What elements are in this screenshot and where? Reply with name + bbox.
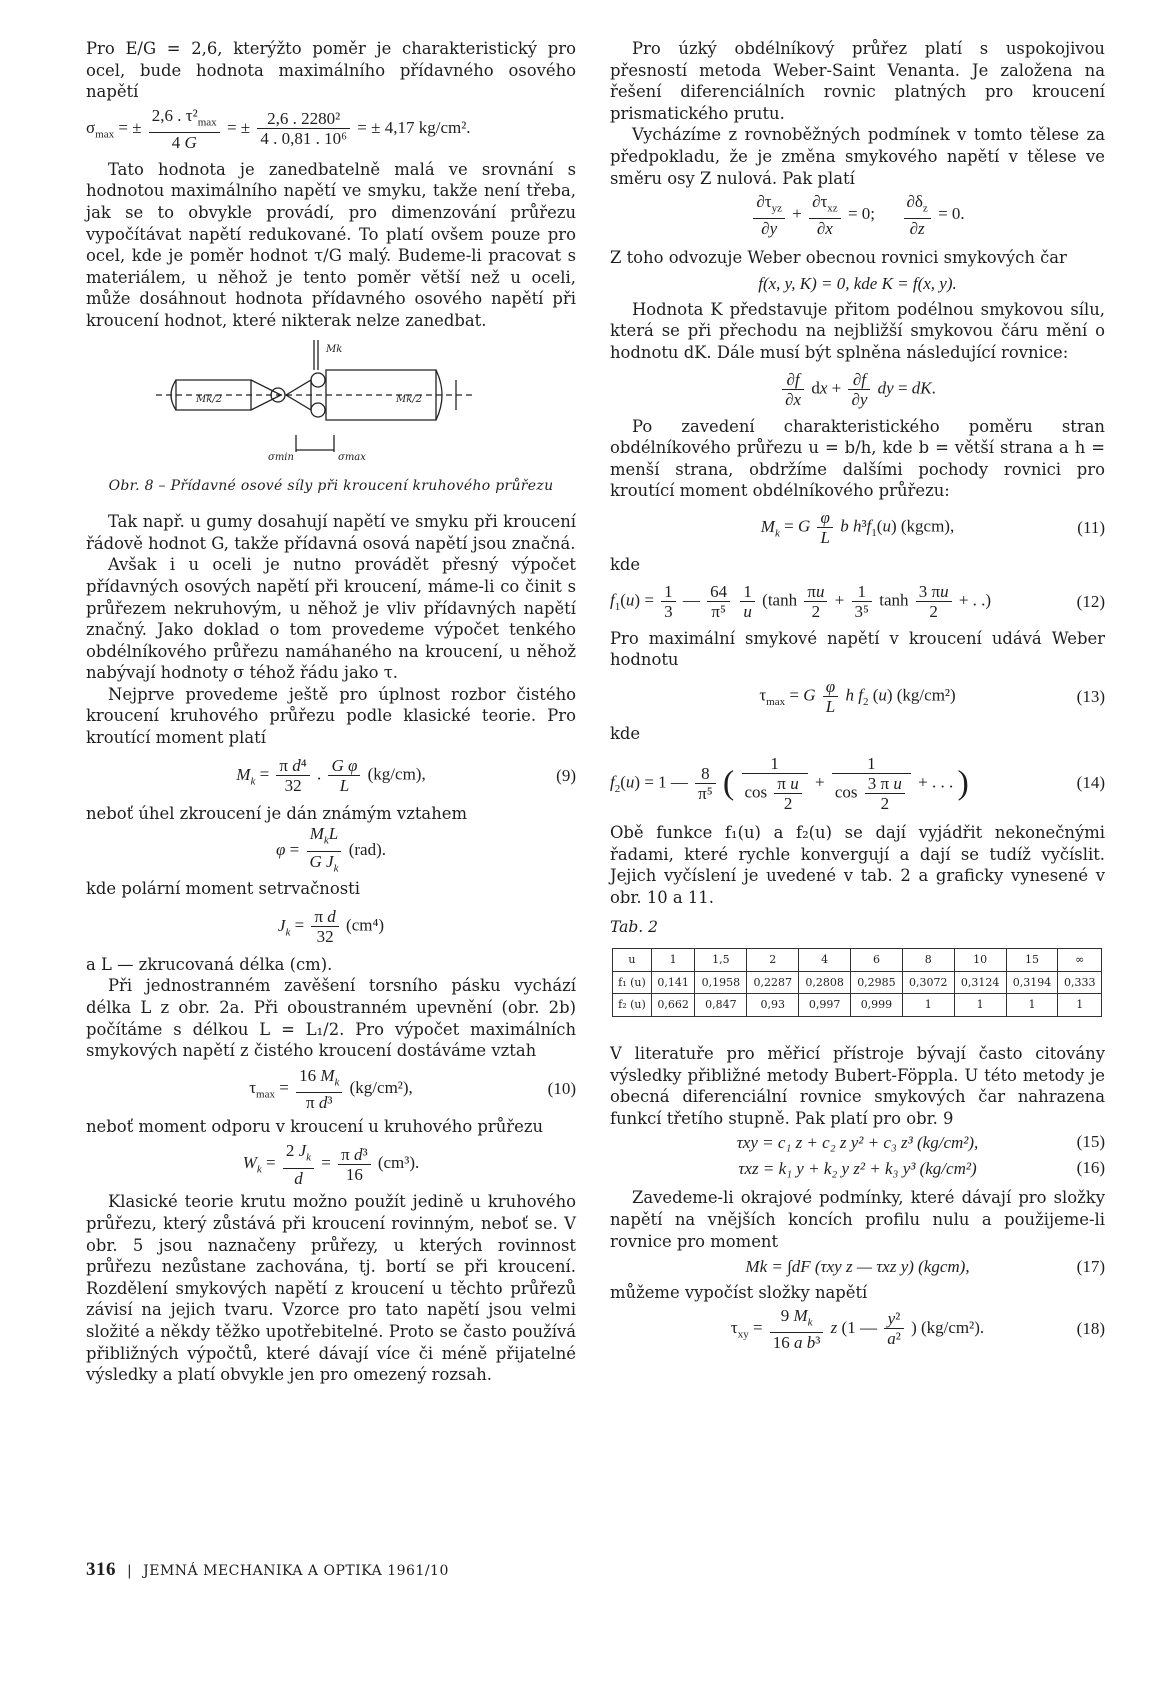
paragraph: Hodnota K představuje přitom podélnou smykovou sílu, která se při přechodu na nejbližší smykovou čáru mění o hodnotu dK. Dále musí být splněna následující rovnice: (610, 299, 1105, 362)
table-cell: 0,3124 (954, 971, 1006, 994)
figure-8 (86, 340, 576, 470)
table-cell: 0,93 (747, 994, 799, 1017)
page-footer: 316 | JEMNÁ MECHANIKA A OPTIKA 1961/10 (86, 1559, 449, 1580)
table-cell: 0,662 (651, 994, 695, 1017)
paragraph: Zavedeme-li okrajové podmínky, které dávají pro složky napětí na vnějších koncích profilu nulu a použijeme-li rovnice pro moment (610, 1188, 1105, 1251)
paragraph: můžeme vypočíst složky napětí (610, 1283, 868, 1303)
paragraph: kde (610, 554, 641, 574)
equation-number: (15) (1076, 1132, 1105, 1152)
svg-text:Mk/2: Mk/2 (396, 393, 423, 405)
paragraph: kde polární moment setrvačnosti (86, 879, 360, 899)
paragraph: Klasické teorie krutu možno použít jedině u kruhového průřezu, který zůstává při kroucení rovinným, neboť se. V obr. 5 jsou naznačeny průřezy, u kterých rovinnost průřezu nezůstane zachována, tj. bortí se při kroucení. Rozdělení smykových napětí z kroucení u těchto průřezů závisí na jejich tvaru. Vzorce pro tato napětí jsou velmi složité a někdy těžko upotřebitelné. Proto se často používá přibližných výpočtů, které dávají více či méně přijatelné výsledky a platí obvykle jen pro omezený rozsah. (86, 1192, 576, 1385)
equation-number: (13) (1076, 686, 1105, 706)
table-cell: 0,3194 (1006, 971, 1058, 994)
equation-wk: $W_k$ = $\frac{2 J_k}{d}$ = $\frac{\text{π d³}}{16}$ (cm³). (242, 1141, 420, 1188)
equation-number: (12) (1076, 591, 1105, 611)
equation-16 (610, 1155, 1105, 1181)
paragraph: kde (610, 723, 641, 743)
paragraph: Tak např. u gumy dosahují napětí ve smyku při kroucení řádově hodnot G, takže přídavná osová napětí jsou značná. (86, 512, 576, 553)
equation-9: $M_k$ = $\frac{\text{π d⁴}}{32}$ . $\frac{\text{G φ}}{L}$ (kg/cm), (9) (236, 756, 576, 796)
paragraph: Pro maximální smykové napětí v kroucení udává Weber hodnotu (610, 628, 1105, 670)
table-cell: 0,333 (1058, 971, 1102, 994)
table-cell: ∞ (1058, 949, 1102, 972)
table-cell: 0,1958 (695, 971, 747, 994)
equation-number: (14) (1076, 773, 1105, 793)
table-cell: 0,999 (851, 994, 903, 1017)
equation-14: $f_2(u) = 1$ — $\frac{8}{\text{π⁵}}$ ( 1 cos $\frac{\text{π u}}{2}$ + 1 cos $\frac{\text{3 π u}}{2}$ + . . . ) (14) (610, 753, 1105, 813)
equation-number: (10) (547, 1079, 576, 1099)
paragraph: Pro úzký obdélníkový průřez platí s uspokojivou přesností metoda Weber-Saint Venanta. Je založena na řešení diferenciálních rovnic platných pro kroucení prismatického prutu. (610, 39, 1105, 123)
table-caption: Tab. 2 (610, 917, 659, 936)
page-number: 316 (86, 1559, 116, 1580)
table-cell: 0,141 (651, 971, 695, 994)
right-column (610, 38, 1105, 1354)
equation-result: = ± 4,17 kg/cm². (357, 117, 471, 137)
equation-18: $\tau_{xy}$ = $\frac{9 M_k}{\text{16 a b³}}$ z (1 — $\frac{\text{y²}}{\text{a²}}$ ) (kg/cm²). (18) (730, 1305, 1105, 1352)
table-cell: 0,2808 (799, 971, 851, 994)
equation-text: τxz = k₁ y + k₂ y z² + k₃ y³ (kg/cm²) (738, 1158, 977, 1178)
equation-17 (610, 1252, 1105, 1282)
equation-phi: φ = $\frac{M_kL}{G J_k}$ (rad). (276, 824, 386, 875)
paragraph: Při jednostranném zavěšení torsního pásku vychází délka L z obr. 2a. Při oboustranném upevnění (obr. 2b) počítáme s délkou L = L₁/2. Pro výpočet maximálních smykových napětí z čistého kroucení dostáváme vztah (86, 976, 576, 1061)
equation-number: (11) (1077, 518, 1105, 538)
paragraph: a L — zkrucovaná délka (cm). (86, 954, 333, 974)
table-cell: f₂ (u) (613, 994, 652, 1017)
table-cell: 1 (1058, 994, 1102, 1017)
paragraph: Tato hodnota je zanedbatelně malá ve srovnání s hodnotou maximálního napětí ve smyku, takže není třeba, jak se to obvykle provádí, pro dimenzování průřezu vypočítávat napětí redukované. To platí ovšem pouze pro ocel, kde je poměr hodnot τ/G malý. Budeme-li pracovat s materiálem, u něhož je tento poměr větší než u oceli, může dosáhnout hodnota přídavného osového napětí při kroucení hodnot, které nikterak nelze zanedbat. (86, 159, 576, 330)
equation-15 (610, 1129, 1105, 1155)
table-cell: 1,5 (695, 949, 747, 972)
table-cell: 1 (954, 994, 1006, 1017)
table-cell: 4 (799, 949, 851, 972)
paragraph: Z toho odvozuje Weber obecnou rovnici smykových čar (610, 248, 1067, 268)
table-cell: 1 (651, 949, 695, 972)
equation-10: $\tau_{max}$ = $\frac{16 M_k}{\text{π d³}}$ (kg/cm²), (10) (249, 1065, 576, 1112)
equation-text: Mk = ∫dF (τxy z — τxz y) (kgcm), (745, 1257, 970, 1277)
left-column (86, 38, 576, 1386)
paragraph: Obě funkce f₁(u) a f₂(u) se dají vyjádřit nekonečnými řadami, které rychle konvergují a dají se tudíž vyčíslit. Jejich vyčíslení je uvedené v tab. 2 a graficky vynesené v obr. 10 a 11. (610, 823, 1105, 908)
svg-text:σmax: σmax (338, 451, 366, 463)
paragraph: V literatuře pro měřicí přístroje bývají často citovány výsledky přibližné metody Bubert-Föppla. U této metody je obecná diferenciální rovnice smykových čar nahrazena funkcí třetího stupně. Pak platí pro obr. 9 (610, 1044, 1105, 1128)
equation-jk: $J_k$ = $\frac{\text{π d}}{32}$ (cm⁴) (277, 907, 385, 947)
svg-text:Mk/2: Mk/2 (196, 393, 223, 405)
equation-text: f(x, y, K) = 0, kde K = f(x, y). (758, 273, 957, 293)
table-cell: 2 (747, 949, 799, 972)
table-cell: 15 (1006, 949, 1058, 972)
table-cell: 1 (1006, 994, 1058, 1017)
equation-text: τxy = c₁ z + c₂ z y² + c₃ z³ (kg/cm²), (736, 1132, 979, 1152)
equation-number: (17) (1076, 1257, 1105, 1277)
paragraph: Pro E/G = 2,6, kterýžto poměr je charakteristický pro ocel, bude hodnota maximálního přídavného osového napětí (86, 39, 576, 102)
equation-13: $\tau_{max} = G$ $\frac{\varphi}{L}$ h $f_2$ (u) (kg/cm²) (13) (759, 677, 1105, 717)
table-cell: f₁ (u) (613, 971, 652, 994)
paragraph: Avšak i u oceli je nutno provádět přesný výpočet přídavných osových napětí při kroucení, máme-li co činit s průřezem nekruhovým, u něhož je vliv přídavných napětí značný. Jako doklad o tom provedeme výpočet tenkého obdélníkového průřezu namáhaného na kroucení, u něhož nabývají hodnoty σ téhož řádu jako τ. (86, 555, 576, 683)
table-cell: 8 (902, 949, 954, 972)
equation-dk: $\frac{\partial f}{\partial x}$ dx + $\frac{\partial f}{\partial y}$ dy = dK. (610, 364, 1105, 416)
equation-partial: $\frac{\partial\tau_{yz}}{\partial y}$ + $\frac{\partial\tau_{xz}}{\partial x}$ = 0; $\frac{\partial\delta_z}{\partial z}$ = 0. (610, 189, 1105, 241)
paragraph: Vycházíme z rovnoběžných podmínek v tomto tělese za předpokladu, že je změna smykového napětí v tělese ve směru osy Z nulová. Pak platí (610, 125, 1105, 188)
journal-name: JEMNÁ MECHANIKA A OPTIKA 1961/10 (143, 1563, 449, 1579)
table-row (613, 971, 1102, 994)
equation-f (610, 269, 1105, 299)
paragraph: Po zavedení charakteristického poměru stran obdélníkového průřezu u = b/h, kde b = větší strana a h = menší strana, obdržíme dalšími pochody rovnici pro kroutící moment obdélníkového průřezu: (610, 416, 1105, 501)
table-cell: 10 (954, 949, 1006, 972)
equation-number: (16) (1076, 1158, 1105, 1178)
svg-text:Mk: Mk (326, 343, 343, 355)
table-row (613, 949, 1102, 972)
table-cell: 0,997 (799, 994, 851, 1017)
equation-11: $M_k = G$ $\frac{\varphi}{L}$ b $h^3f_1(u)$ (kgcm), (11) (760, 508, 1105, 548)
figure-caption: Obr. 8 – Přídavné osové síly při kroucení kruhového průřezu (108, 477, 554, 494)
table-cell: 1 (902, 994, 954, 1017)
table-2 (612, 948, 1102, 1017)
paragraph: neboť moment odporu v kroucení u kruhového průřezu (86, 1116, 544, 1136)
equation-number: (9) (556, 765, 576, 785)
table-row (613, 994, 1102, 1017)
equation-12: $f_1(u)$ = $\frac{1}{3}$ — $\frac{64}{\text{π⁵}}$ $\frac{1}{u}$ (tanh $\frac{\pi u}{2}$ + $\frac{1}{\text{3⁵}}$ tanh $\frac{3 \pi u}{2}$ + . .) (12) (610, 582, 1105, 621)
table-cell: 0,2985 (851, 971, 903, 994)
paragraph: neboť úhel zkroucení je dán známým vztahem (86, 803, 467, 823)
table-cell: u (613, 949, 652, 972)
table-cell: 0,2287 (747, 971, 799, 994)
paragraph: Nejprve provedeme ještě pro úplnost rozbor čistého kroucení kruhového průřezu podle klasické teorie. Pro kroutící moment platí (86, 684, 576, 748)
equation-number: (18) (1076, 1318, 1105, 1338)
table-cell: 6 (851, 949, 903, 972)
equation-sigma-max: $\sigma_{max}$ = ± $\frac{2,6 . \tau^2_{max}}{4 G}$ = ± $\frac{\text{2,6 . 2280²}}{\text{4 . 0,81 . 10⁶}}$ = ± 4,17 kg/cm². (86, 105, 471, 152)
svg-text:σmin: σmin (268, 451, 294, 463)
shaft-diagram-icon (156, 340, 496, 470)
table-cell: 0,3072 (902, 971, 954, 994)
table-cell: 0,847 (695, 994, 747, 1017)
